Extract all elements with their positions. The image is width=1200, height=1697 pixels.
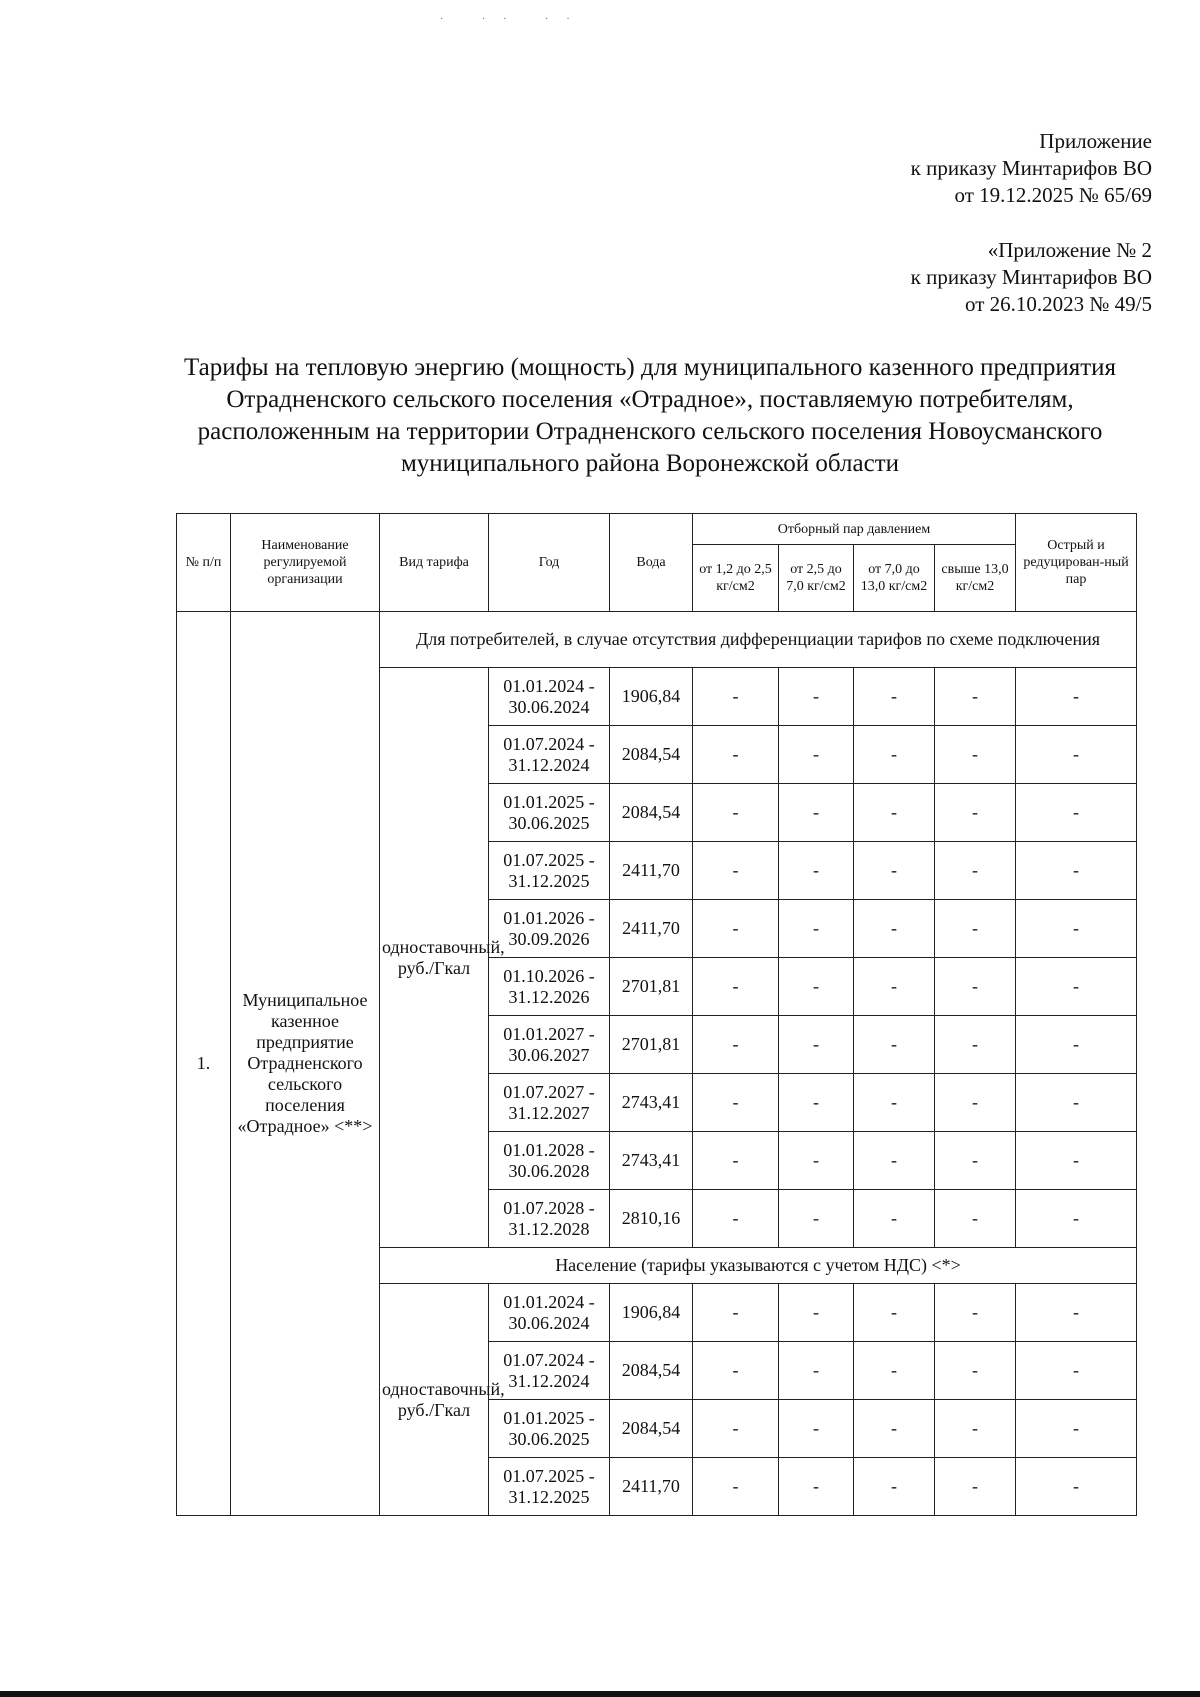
period-cell: 01.01.2027 - 30.06.2027	[489, 1016, 610, 1074]
steam1-cell: -	[693, 784, 779, 842]
tariff-table	[176, 513, 1137, 1516]
sharp-steam-cell: -	[1016, 958, 1137, 1016]
water-cell: 2084,54	[610, 784, 693, 842]
steam2-cell: -	[779, 1132, 854, 1190]
steam1-cell: -	[693, 1016, 779, 1074]
steam4-cell: -	[935, 1458, 1016, 1516]
appendix-header-secondary	[911, 237, 1152, 318]
water-cell: 2743,41	[610, 1074, 693, 1132]
steam4-cell: -	[935, 1342, 1016, 1400]
period-cell: 01.07.2024 - 31.12.2024	[489, 726, 610, 784]
steam3-cell: -	[854, 784, 935, 842]
steam2-cell: -	[779, 1458, 854, 1516]
sharp-steam-cell: -	[1016, 1190, 1137, 1248]
header-org: Наименование регулируемой организации	[231, 514, 380, 612]
water-cell: 2084,54	[610, 726, 693, 784]
period-cell: 01.01.2028 - 30.06.2028	[489, 1132, 610, 1190]
water-cell: 2810,16	[610, 1190, 693, 1248]
water-cell: 1906,84	[610, 668, 693, 726]
period-cell: 01.01.2026 - 30.09.2026	[489, 900, 610, 958]
steam3-cell: -	[854, 668, 935, 726]
steam3-cell: -	[854, 1458, 935, 1516]
period-cell: 01.10.2026 - 31.12.2026	[489, 958, 610, 1016]
sharp-steam-cell: -	[1016, 842, 1137, 900]
sharp-steam-cell: -	[1016, 1284, 1137, 1342]
steam4-cell: -	[935, 900, 1016, 958]
steam3-cell: -	[854, 1132, 935, 1190]
steam4-cell: -	[935, 842, 1016, 900]
steam2-cell: -	[779, 1400, 854, 1458]
steam2-cell: -	[779, 1016, 854, 1074]
header-num: № п/п	[177, 514, 231, 612]
appendix2-order-date: от 26.10.2023 № 49/5	[964, 292, 1152, 316]
steam2-cell: -	[779, 726, 854, 784]
header-year: Год	[489, 514, 610, 612]
sharp-steam-cell: -	[1016, 1458, 1137, 1516]
sharp-steam-cell: -	[1016, 1342, 1137, 1400]
header-water: Вода	[610, 514, 693, 612]
header-steam-4: свыше 13,0 кг/см2	[935, 545, 1016, 612]
sharp-steam-cell: -	[1016, 1400, 1137, 1458]
steam1-cell: -	[693, 900, 779, 958]
header-sharp-steam: Острый и редуцирован-ный пар	[1016, 514, 1137, 612]
steam4-cell: -	[935, 1190, 1016, 1248]
period-cell: 01.07.2028 - 31.12.2028	[489, 1190, 610, 1248]
steam3-cell: -	[854, 1342, 935, 1400]
water-cell: 2411,70	[610, 900, 693, 958]
header-steam-1: от 1,2 до 2,5 кг/см2	[693, 545, 779, 612]
steam1-cell: -	[693, 1190, 779, 1248]
tariff-type-cell: одноставочный, руб./Гкал	[380, 668, 489, 1248]
steam3-cell: -	[854, 1400, 935, 1458]
sharp-steam-cell: -	[1016, 726, 1137, 784]
water-cell: 2084,54	[610, 1342, 693, 1400]
water-cell: 2411,70	[610, 1458, 693, 1516]
steam1-cell: -	[693, 1400, 779, 1458]
steam1-cell: -	[693, 1132, 779, 1190]
period-cell: 01.01.2025 - 30.06.2025	[489, 1400, 610, 1458]
steam2-cell: -	[779, 1342, 854, 1400]
period-cell: 01.07.2025 - 31.12.2025	[489, 1458, 610, 1516]
water-cell: 2701,81	[610, 1016, 693, 1074]
sharp-steam-cell: -	[1016, 784, 1137, 842]
tariff-type-cell: одноставочный, руб./Гкал	[380, 1284, 489, 1516]
section-title: Население (тарифы указываются с учетом НДС) <*>	[380, 1248, 1137, 1284]
scan-bottom-edge	[0, 1691, 1200, 1697]
period-cell: 01.07.2027 - 31.12.2027	[489, 1074, 610, 1132]
organization-name: Муниципальное казенное предприятие Отрадненского сельского поселения «Отрадное» <**>	[231, 612, 380, 1516]
steam4-cell: -	[935, 668, 1016, 726]
sharp-steam-cell: -	[1016, 1074, 1137, 1132]
row-number: 1.	[177, 612, 231, 1516]
steam3-cell: -	[854, 958, 935, 1016]
steam4-cell: -	[935, 784, 1016, 842]
steam4-cell: -	[935, 1132, 1016, 1190]
header-steam-3: от 7,0 до 13,0 кг/см2	[854, 545, 935, 612]
period-cell: 01.07.2025 - 31.12.2025	[489, 842, 610, 900]
period-cell: 01.01.2024 - 30.06.2024	[489, 668, 610, 726]
water-cell: 2743,41	[610, 1132, 693, 1190]
steam1-cell: -	[693, 1342, 779, 1400]
appendix-order-ref: к приказу Минтарифов ВО	[910, 156, 1152, 180]
steam4-cell: -	[935, 1284, 1016, 1342]
header-steam-group: Отборный пар давлением	[693, 514, 1016, 545]
steam3-cell: -	[854, 1074, 935, 1132]
steam1-cell: -	[693, 726, 779, 784]
water-cell: 2411,70	[610, 842, 693, 900]
scan-marks: · ·· ··	[440, 14, 588, 25]
steam3-cell: -	[854, 1016, 935, 1074]
steam4-cell: -	[935, 1074, 1016, 1132]
period-cell: 01.07.2024 - 31.12.2024	[489, 1342, 610, 1400]
steam2-cell: -	[779, 1284, 854, 1342]
steam2-cell: -	[779, 900, 854, 958]
steam1-cell: -	[693, 1074, 779, 1132]
steam3-cell: -	[854, 1284, 935, 1342]
appendix2-order-ref: к приказу Минтарифов ВО	[910, 265, 1152, 289]
sharp-steam-cell: -	[1016, 1132, 1137, 1190]
water-cell: 2701,81	[610, 958, 693, 1016]
steam1-cell: -	[693, 1458, 779, 1516]
steam2-cell: -	[779, 1190, 854, 1248]
water-cell: 1906,84	[610, 1284, 693, 1342]
steam1-cell: -	[693, 842, 779, 900]
steam3-cell: -	[854, 900, 935, 958]
steam4-cell: -	[935, 726, 1016, 784]
sharp-steam-cell: -	[1016, 900, 1137, 958]
steam2-cell: -	[779, 842, 854, 900]
sharp-steam-cell: -	[1016, 668, 1137, 726]
steam1-cell: -	[693, 1284, 779, 1342]
period-cell: 01.01.2024 - 30.06.2024	[489, 1284, 610, 1342]
sharp-steam-cell: -	[1016, 1016, 1137, 1074]
steam2-cell: -	[779, 784, 854, 842]
steam4-cell: -	[935, 1016, 1016, 1074]
appendix-header-primary	[911, 128, 1152, 209]
appendix-title: Приложение	[1039, 129, 1152, 153]
steam2-cell: -	[779, 958, 854, 1016]
steam2-cell: -	[779, 1074, 854, 1132]
steam1-cell: -	[693, 668, 779, 726]
steam2-cell: -	[779, 668, 854, 726]
steam4-cell: -	[935, 958, 1016, 1016]
appendix2-title: «Приложение № 2	[987, 238, 1152, 262]
water-cell: 2084,54	[610, 1400, 693, 1458]
section-title: Для потребителей, в случае отсутствия дифференциации тарифов по схеме подключения	[380, 612, 1137, 668]
document-title: Тарифы на тепловую энергию (мощность) для муниципального казенного предприятия Отрадненского сельского поселения «Отрадное», поставляемую потребителям, расположенным на территории Отрадненского сельского поселения Новоусманского муниципального района Воронежской области	[183, 354, 1117, 477]
appendix-order-date: от 19.12.2025 № 65/69	[954, 183, 1152, 207]
steam4-cell: -	[935, 1400, 1016, 1458]
header-tariff-type: Вид тарифа	[380, 514, 489, 612]
steam1-cell: -	[693, 958, 779, 1016]
period-cell: 01.01.2025 - 30.06.2025	[489, 784, 610, 842]
header-steam-2: от 2,5 до 7,0 кг/см2	[779, 545, 854, 612]
steam3-cell: -	[854, 726, 935, 784]
steam3-cell: -	[854, 1190, 935, 1248]
steam3-cell: -	[854, 842, 935, 900]
